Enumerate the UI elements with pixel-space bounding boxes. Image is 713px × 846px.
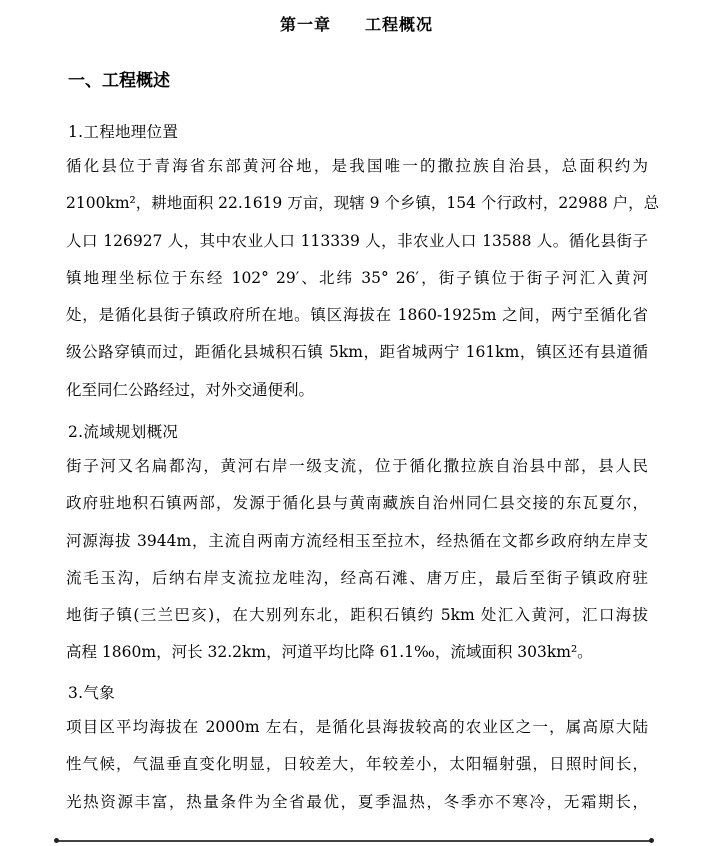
paragraph-line: 流毛玉沟，后纳右岸支流拉龙哇沟，经高石滩、唐万庄，最后至街子镇政府驻	[66, 568, 648, 587]
paragraph-line: 2100km²，耕地面积 22.1619 万亩，现辖 9 个乡镇，154 个行政村，22988 户，总	[66, 194, 660, 213]
paragraph-line: 光热资源丰富，热量条件为全省最优，夏季温热，冬季亦不寒冷，无霜期长，	[66, 792, 648, 811]
paragraph-line: 高程 1860m，河长 32.2km，河道平均比降 61.1‰，流域面积 303km²。	[66, 643, 593, 662]
paragraph-line: 项目区平均海拔在 2000m 左右，是循化县海拔较高的农业区之一，属高原大陆	[66, 718, 648, 736]
subsection-heading-location: 1.工程地理位置	[68, 123, 179, 141]
subsection-heading-basin: 2.流域规划概况	[68, 423, 179, 441]
paragraph-line: 性气候，气温垂直变化明显，日较差大，年较差小，太阳辐射强，日照时间长，	[66, 755, 648, 774]
paragraph-climate	[66, 709, 648, 821]
paragraph-location	[66, 148, 660, 409]
paragraph-line: 级公路穿镇而过，距循化县城积石镇 5km，距省城两宁 161km，镇区还有县道循	[66, 343, 648, 362]
paragraph-line: 处，是循化县街子镇政府所在地。镇区海拔在 1860-1925m 之间，两宁至循化省	[66, 306, 648, 325]
paragraph-line: 镇地理坐标位于东经 102° 29′、北纬 35° 26′，街子镇位于街子河汇入黄河	[66, 268, 648, 287]
page-bottom-rule	[56, 840, 652, 842]
paragraph-line: 化至同仁公路经过，对外交通便利。	[66, 380, 315, 399]
paragraph-line: 河源海拔 3944m，主流自两南方流经相玉至拉木，经热循在文都乡政府纳左岸支	[66, 531, 648, 550]
paragraph-line: 政府驻地积石镇两部，发源于循化县与黄南藏族自治州同仁县交接的东瓦夏尔，	[66, 494, 648, 513]
paragraph-line: 地街子镇(三兰巴亥)，在大别列东北，距积石镇约 5km 处汇入黄河，汇口海拔	[66, 606, 648, 625]
paragraph-line: 街子河又名扁都沟，黄河右岸一级支流，位于循化撒拉族自治县中部，县人民	[66, 457, 648, 475]
paragraph-line: 人口 126927 人，其中农业人口 113339 人，非农业人口 13588 人。循化县街子	[66, 231, 648, 250]
chapter-title: 第一章 工程概况	[279, 15, 433, 34]
paragraph-basin	[66, 448, 648, 672]
paragraph-line: 循化县位于青海省东部黄河谷地，是我国唯一的撒拉族自治县，总面积约为	[66, 157, 648, 175]
subsection-heading-climate: 3.气象	[68, 684, 115, 702]
section-heading: 一、工程概述	[68, 71, 170, 91]
